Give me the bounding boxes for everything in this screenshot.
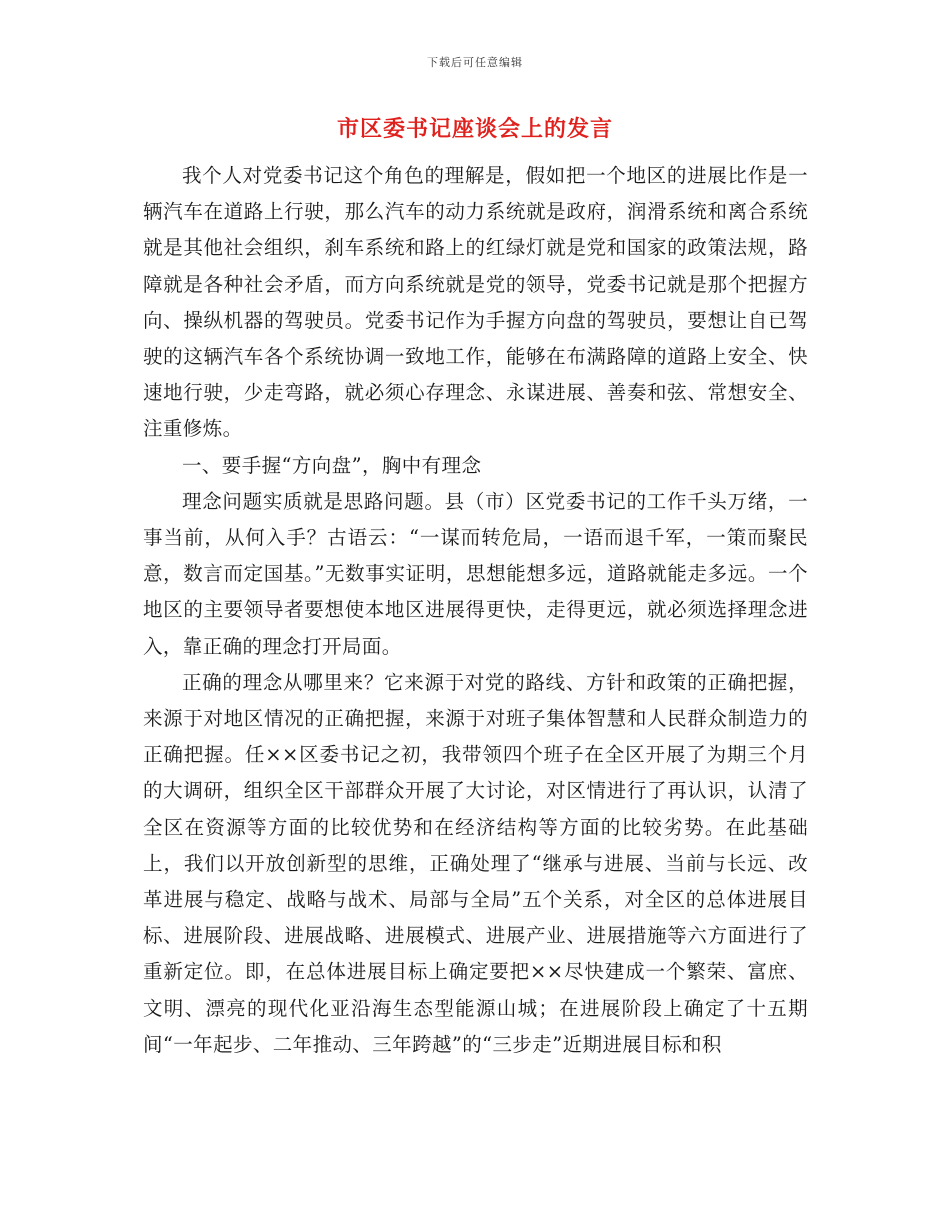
paragraph-concept: 理念问题实质就是思路问题。县（市）区党委书记的工作千头万绪，一事当前，从何入手？古语云：“一谋而转危局，一语而退千军，一策而聚民意，数言而定国基。”无数事实证明，思想能想多远，道路就能走多远。一个地区的主要领导者要想使本地区进展得更快，走得更远，就必须选择理念进入，靠正确的理念打开局面。 [143, 489, 808, 658]
section-heading-1: 一、要手握“方向盘”，胸中有理念 [182, 453, 482, 477]
document-title: 市区委书记座谈会上的发言 [336, 116, 613, 142]
document-body [143, 158, 808, 1063]
paragraph-source: 正确的理念从哪里来？它来源于对党的路线、方针和政策的正确把握，来源于对地区情况的正确把握，来源于对班子集体智慧和人民群众制造力的正确把握。任××区委书记之初，我带领四个班子在全区开展了为期三个月的大调研，组织全区干部群众开展了大讨论，对区情进行了再认识，认清了全区在资源等方面的比较优势和在经济结构等方面的比较劣势。在此基础上，我们以开放创新型的思维，正确处理了“继承与进展、当前与长远、改革进展与稳定、战略与战术、局部与全局”五个关系，对全区的总体进展目标、进展阶段、进展战略、进展模式、进展产业、进展措施等六方面进行了重新定位。即，在总体进展目标上确定要把××尽快建成一个繁荣、富庶、文明、漂亮的现代化亚沿海生态型能源山城；在进展阶段上确定了十五期间“一年起步、二年推动、三年跨越”的“三步走”近期进展目标和积 [143, 670, 808, 1056]
paragraph-intro: 我个人对党委书记这个角色的理解是，假如把一个地区的进展比作是一辆汽车在道路上行驶，那么汽车的动力系统就是政府，润滑系统和离合系统就是其他社会组织，刹车系统和路上的红绿灯就是党和国家的政策法规，路障就是各种社会矛盾，而方向系统就是党的领导，党委书记就是那个把握方向、操纵机器的驾驶员。党委书记作为手握方向盘的驾驶员，要想让自已驾驶的这辆汽车各个系统协调一致地工作，能够在布满路障的道路上安全、快速地行驶，少走弯路，就必须心存理念、永谋进展、善奏和弦、常想安全、注重修炼。 [143, 164, 808, 441]
header-note: 下载后可任意编辑 [427, 56, 523, 69]
